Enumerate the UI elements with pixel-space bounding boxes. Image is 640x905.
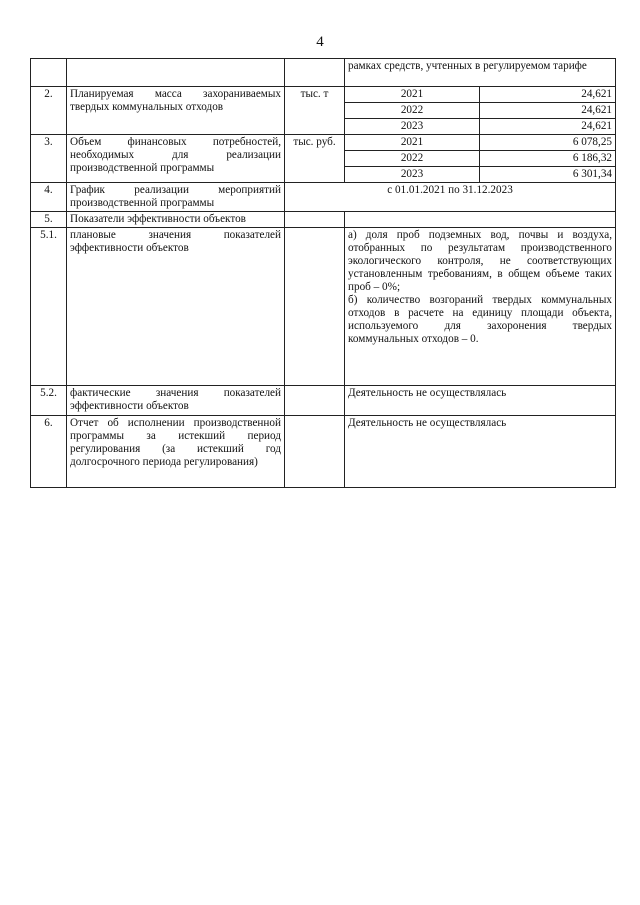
table-row-5 xyxy=(31,211,616,227)
efficiency-plan-values xyxy=(345,227,616,385)
row-number: 6. xyxy=(31,415,67,487)
row-label: Отчет об исполнении производственной программы за истекший период регулирования (за истекший год долгосрочного периода регулирования) xyxy=(67,415,285,487)
program-table xyxy=(30,58,616,488)
row-number: 3. xyxy=(31,135,67,183)
value-cell: 24,621 xyxy=(480,119,616,135)
year-cell: 2022 xyxy=(345,103,480,119)
cell-unit-empty xyxy=(285,415,345,487)
plan-value-b: б) количество возгораний твердых коммунальных отходов в расчете на единицу площади объекта, используемого для захоронения твердых коммунальных отходов – 0. xyxy=(348,293,612,345)
year-cell: 2021 xyxy=(345,87,480,103)
row-label: плановые значения показателей эффективности объектов xyxy=(67,227,285,385)
row-label: фактические значения показателей эффективности объектов xyxy=(67,385,285,415)
row-number: 5.1. xyxy=(31,227,67,385)
page-number: 4 xyxy=(316,34,324,50)
cell-num-empty xyxy=(31,59,67,87)
table-row-6 xyxy=(31,415,616,487)
table-row-5-1 xyxy=(31,227,616,385)
value-cell: 24,621 xyxy=(480,87,616,103)
row-number: 2. xyxy=(31,87,67,135)
row-unit: тыс. руб. xyxy=(285,135,345,183)
year-cell: 2023 xyxy=(345,167,480,183)
table-row-2 xyxy=(31,87,616,103)
cell-unit-empty xyxy=(285,227,345,385)
table-row-3 xyxy=(31,135,616,151)
continuation-text: рамках средств, учтенных в регулируемом тарифе xyxy=(345,59,616,87)
cell-unit-empty xyxy=(285,385,345,415)
row-label: График реализации мероприятий производственной программы xyxy=(67,183,285,212)
value-cell: 24,621 xyxy=(480,103,616,119)
row-number: 4. xyxy=(31,183,67,212)
table-row-4 xyxy=(31,183,616,212)
year-cell: 2023 xyxy=(345,119,480,135)
cell-label-empty xyxy=(67,59,285,87)
table-row-continuation xyxy=(31,59,616,87)
value-cell: 6 186,32 xyxy=(480,151,616,167)
row-label: Объем финансовых потребностей, необходимых для реализации производственной программы xyxy=(67,135,285,183)
year-cell: 2022 xyxy=(345,151,480,167)
table-row-5-2 xyxy=(31,385,616,415)
row-label: Показатели эффективности объектов xyxy=(67,211,285,227)
cell-unit-empty xyxy=(285,211,345,227)
cell-value-empty xyxy=(345,211,616,227)
cell-unit-empty xyxy=(285,59,345,87)
row-label: Планируемая масса захораниваемых твердых коммунальных отходов xyxy=(67,87,285,135)
plan-value-a: а) доля проб подземных вод, почвы и воздуха, отобранных по результатам производственного экологического контроля, не соответствующих установленным требованиям, в общем объеме таких проб – 0%; xyxy=(348,228,612,293)
year-cell: 2021 xyxy=(345,135,480,151)
report-value: Деятельность не осуществлялась xyxy=(345,415,616,487)
value-cell: 6 301,34 xyxy=(480,167,616,183)
value-cell: 6 078,25 xyxy=(480,135,616,151)
row-number: 5. xyxy=(31,211,67,227)
row-unit: тыс. т xyxy=(285,87,345,135)
actual-values: Деятельность не осуществлялась xyxy=(345,385,616,415)
schedule-value: с 01.01.2021 по 31.12.2023 xyxy=(285,183,616,212)
row-number: 5.2. xyxy=(31,385,67,415)
